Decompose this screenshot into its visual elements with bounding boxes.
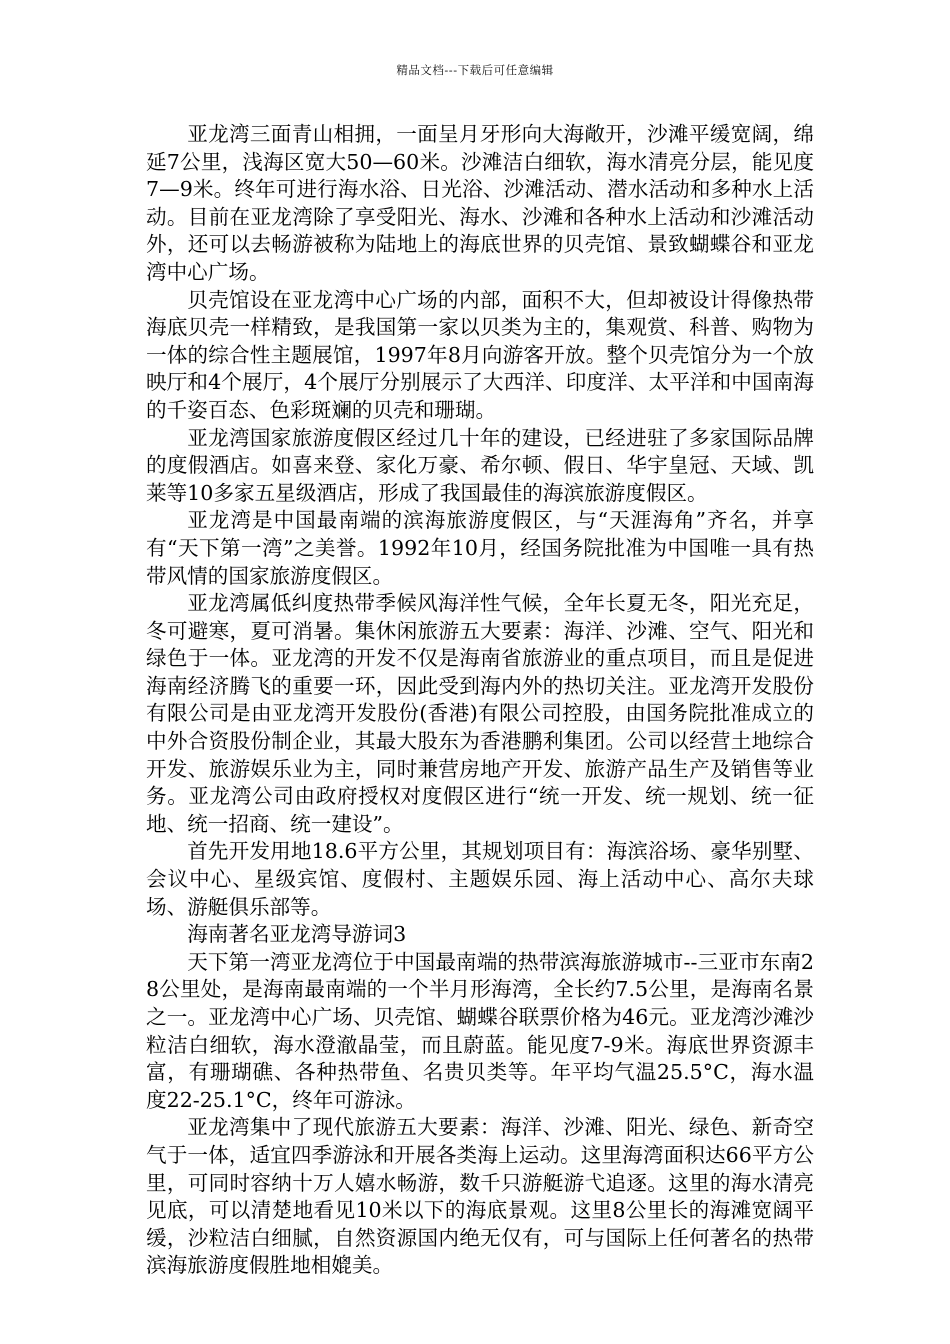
paragraph: 亚龙湾三面青山相拥，一面呈月牙形向大海敞开，沙滩平缓宽阔，绵延7公里，浅海区宽大50—60米。沙滩洁白细软，海水清亮分层，能见度7—9米。终年可进行海水浴、日光浴、沙滩活动、潜水活动和多种水上活动。目前在亚龙湾除了享受阳光、海水、沙滩和各种水上活动和沙滩活动外，还可以去畅游被称为陆地上的海底世界的贝壳馆、景致蝴蝶谷和亚龙湾中心广场。 xyxy=(146,122,814,284)
paragraph: 天下第一湾亚龙湾位于中国最南端的热带滨海旅游城市--三亚市东南28公里处，是海南最南端的一个半月形海湾，全长约7.5公里，是海南名景之一。亚龙湾中心广场、贝壳馆、蝴蝶谷联票价格为46元。亚龙湾沙滩沙粒洁白细软，海水澄澈晶莹，而且蔚蓝。能见度7-9米。海底世界资源丰富，有珊瑚礁、各种热带鱼、名贵贝类等。年平均气温25.5°C，海水温度22-25.1°C，终年可游泳。 xyxy=(146,949,814,1112)
paragraph: 亚龙湾属低纠度热带季候风海洋性气候，全年长夏无冬，阳光充足，冬可避寒，夏可消暑。集休闲旅游五大要素：海洋、沙滩、空气、阳光和绿色于一体。亚龙湾的开发不仅是海南省旅游业的重点项目，而且是促进海南经济腾飞的重要一环，因此受到海内外的热切关注。亚龙湾开发股份有限公司是由亚龙湾开发股份(香港)有限公司控股，由国务院批准成立的中外合资股份制企业，其最大股东为香港鹏利集团。公司以经营土地综合开发、旅游娱乐业为主，同时兼营房地产开发、旅游产品生产及销售等业务。亚龙湾公司由政府授权对度假区进行“统一开发、统一规划、统一征地、统一招商、统一建设”。 xyxy=(146,591,814,836)
section-heading: 海南著名亚龙湾导游词3 xyxy=(187,922,407,947)
document-body xyxy=(146,121,814,1280)
page-header: 精品文档---下载后可任意编辑 xyxy=(396,63,554,77)
paragraph: 首先开发用地18.6平方公里，其规划项目有：海滨浴场、豪华别墅、会议中心、星级宾馆、度假村、主题娱乐园、海上活动中心、高尔夫球场、游艇俱乐部等。 xyxy=(146,839,814,919)
paragraph: 贝壳馆设在亚龙湾中心广场的内部，面积不大，但却被设计得像热带海底贝壳一样精致，是我国第一家以贝类为主的，集观赏、科普、购物为一体的综合性主题展馆，1997年8月向游客开放。整个贝壳馆分为一个放映厅和4个展厅，4个展厅分别展示了大西洋、印度洋、太平洋和中国南海的千姿百态、色彩斑斓的贝壳和珊瑚。 xyxy=(146,287,814,422)
paragraph: 亚龙湾集中了现代旅游五大要素：海洋、沙滩、阳光、绿色、新奇空气于一体，适宜四季游泳和开展各类海上运动。这里海湾面积达66平方公里，可同时容纳十万人嬉水畅游，数千只游艇游弋追逐。这里的海水清亮见底，可以清楚地看见10米以下的海底景观。这里8公里长的海滩宽阔平缓，沙粒洁白细腻，自然资源国内绝无仅有，可与国际上任何著名的热带滨海旅游度假胜地相媲美。 xyxy=(146,1115,814,1278)
paragraph: 亚龙湾国家旅游度假区经过几十年的建设，已经进驻了多家国际品牌的度假酒店。如喜来登、家化万豪、希尔顿、假日、华宇皇冠、天域、凯莱等10多家五星级酒店，形成了我国最佳的海滨旅游度假区。 xyxy=(146,425,814,505)
paragraph: 亚龙湾是中国最南端的滨海旅游度假区，与“天涯海角”齐名，并享有“天下第一湾”之美誉。1992年10月，经国务院批准为中国唯一具有热带风情的国家旅游度假区。 xyxy=(146,508,814,588)
